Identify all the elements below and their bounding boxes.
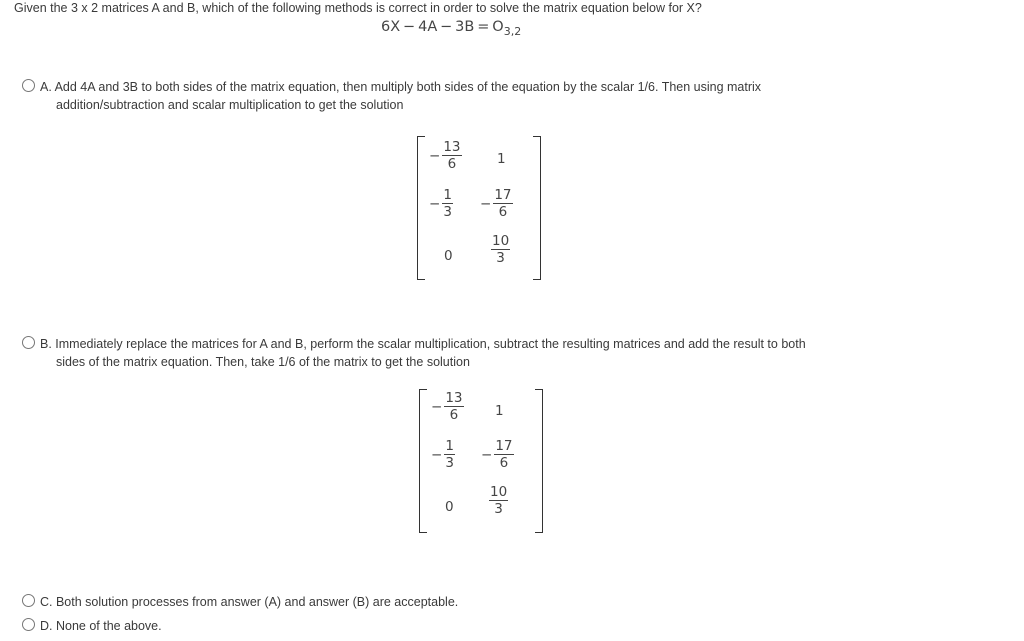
numerator: 13 [443,139,461,155]
matrix-cell-r3c1 [444,248,453,264]
numerator: 1 [445,438,454,454]
matrix-cell-r2c1 [429,188,453,220]
numerator: 13 [445,390,463,406]
denominator: 3 [445,455,454,471]
fraction [444,391,463,423]
option-b-radio[interactable] [22,336,35,349]
denominator: 3 [489,500,508,517]
option-b-line2: sides of the matrix equation. Then, take 1/6 of the matrix to get the solution [56,355,470,369]
value: 0 [445,499,454,515]
matrix-equation [381,19,522,38]
numerator: 17 [494,187,512,203]
matrix-cell-r3c2 [491,234,510,266]
option-b-line1: B. Immediately replace the matrices for A and B, perform the scalar multiplication, subtract the resulting matrices and add the result to both [40,337,806,351]
equation-main: 6X − 4A − 3B = O [381,19,504,35]
numerator: 10 [492,233,510,249]
sign: − [429,148,441,164]
matrix-cell-r2c1 [431,439,455,471]
fraction [444,439,455,471]
matrix-cell-r2c2 [481,439,514,471]
matrix-cell-r3c2 [489,485,508,517]
option-d[interactable] [22,617,162,635]
option-c-text: C. Both solution processes from answer (A) and answer (B) are acceptable. [40,595,459,609]
equation-subscript: 3,2 [503,25,522,38]
fraction [442,188,453,220]
option-a-line2: addition/subtraction and scalar multiplication to get the solution [56,98,404,112]
option-c-radio[interactable] [22,594,35,607]
matrix-cell-r1c1 [431,391,464,423]
option-c[interactable] [22,593,458,611]
sign: − [429,196,441,212]
sign: − [480,196,492,212]
right-bracket [533,136,541,280]
option-d-text: D. None of the above. [40,619,162,633]
sign: − [431,399,443,415]
fraction [493,188,512,220]
fraction [442,140,461,172]
option-b-matrix [419,389,543,531]
sign: − [481,447,493,463]
numerator: 1 [443,187,452,203]
option-a-line1: A. Add 4A and 3B to both sides of the matrix equation, then multiply both sides of the equation by the scalar 1/6. Then using matrix [40,80,762,94]
option-a[interactable] [22,78,761,114]
matrix-cell-r1c2 [495,403,504,419]
option-b[interactable] [22,335,806,371]
matrix-cell-r1c1 [429,140,462,172]
value: 1 [497,151,506,167]
numerator: 17 [495,438,513,454]
option-a-text [40,78,761,114]
option-b-text [40,335,806,371]
fraction [494,439,513,471]
matrix-cell-r3c1 [445,499,454,515]
denominator: 3 [443,204,452,220]
left-bracket [417,136,425,280]
fraction [489,485,508,517]
question-text: Given the 3 x 2 matrices A and B, which of the following methods is correct in order to solve the matrix equation below for X? [14,1,702,15]
matrix-cell-r1c2 [497,151,506,167]
value: 0 [444,248,453,264]
right-bracket [535,389,543,533]
value: 1 [495,403,504,419]
numerator: 10 [490,484,508,500]
fraction [491,234,510,266]
option-a-matrix [417,136,541,278]
option-d-radio[interactable] [22,618,35,631]
matrix-cell-r2c2 [480,188,513,220]
option-a-radio[interactable] [22,79,35,92]
denominator: 6 [444,406,463,423]
sign: − [431,447,443,463]
denominator: 6 [494,454,513,471]
denominator: 3 [491,249,510,266]
left-bracket [419,389,427,533]
denominator: 6 [442,155,461,172]
denominator: 6 [493,203,512,220]
